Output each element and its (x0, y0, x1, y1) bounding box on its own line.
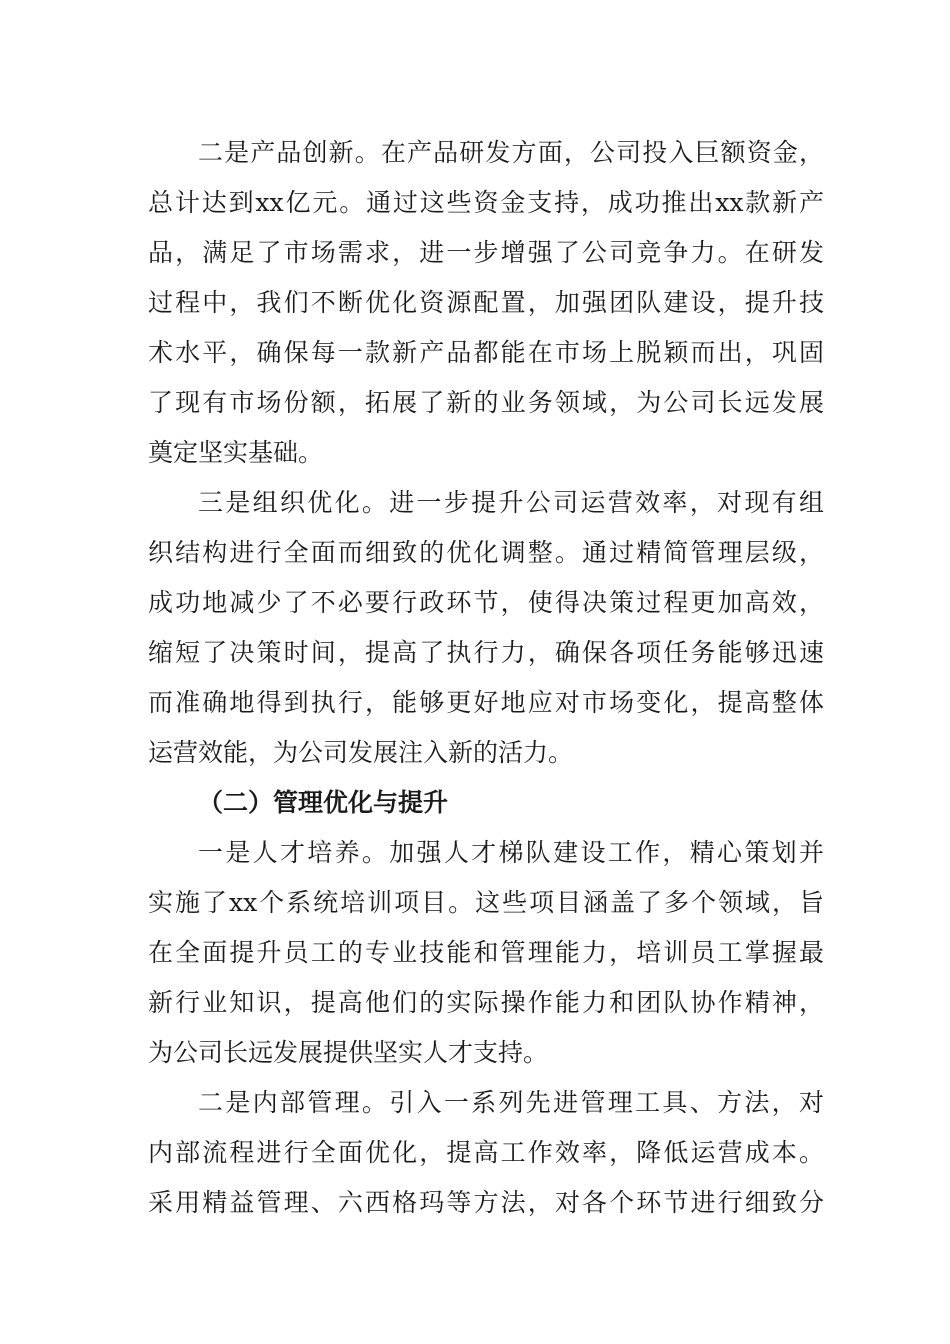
text-line: 二是产品创新。在产品研发方面，公司投入巨额资金， (198, 138, 824, 167)
text-line: 新行业知识，提高他们的实际操作能力和团队协作精神， (148, 988, 824, 1017)
section-heading: （二）管理优化与提升 (198, 788, 449, 817)
text-line: 实施了xx个系统培训项目。这些项目涵盖了多个领域，旨 (148, 888, 824, 917)
text-line: 在全面提升员工的专业技能和管理能力，培训员工掌握最 (148, 938, 824, 967)
text-line: 二是内部管理。引入一系列先进管理工具、方法，对 (198, 1088, 824, 1117)
text-line: 运营效能，为公司发展注入新的活力。 (148, 738, 574, 767)
text-line: 奠定坚实基础。 (148, 438, 324, 467)
text-line: 总计达到xx亿元。通过这些资金支持，成功推出xx款新产 (148, 188, 824, 217)
text-line: 内部流程进行全面优化，提高工作效率，降低运营成本。 (148, 1138, 824, 1167)
text-line: 缩短了决策时间，提高了执行力，确保各项任务能够迅速 (148, 638, 824, 667)
text-line: 采用精益管理、六西格玛等方法，对各个环节进行细致分 (148, 1188, 824, 1217)
text-line: 一是人才培养。加强人才梯队建设工作，精心策划并 (198, 838, 824, 867)
text-line: 为公司长远发展提供坚实人才支持。 (148, 1038, 549, 1067)
text-line: 三是组织优化。进一步提升公司运营效率，对现有组 (198, 488, 824, 517)
text-line: 术水平，确保每一款新产品都能在市场上脱颖而出，巩固 (148, 338, 824, 367)
text-line: 而准确地得到执行，能够更好地应对市场变化，提高整体 (148, 688, 824, 717)
text-line: 织结构进行全面而细致的优化调整。通过精简管理层级， (148, 538, 824, 567)
text-line: 品，满足了市场需求，进一步增强了公司竞争力。在研发 (148, 238, 824, 267)
text-line: 过程中，我们不断优化资源配置，加强团队建设，提升技 (148, 288, 824, 317)
text-line: 成功地减少了不必要行政环节，使得决策过程更加高效， (148, 588, 824, 617)
text-line: 了现有市场份额，拓展了新的业务领域，为公司长远发展 (148, 388, 824, 417)
